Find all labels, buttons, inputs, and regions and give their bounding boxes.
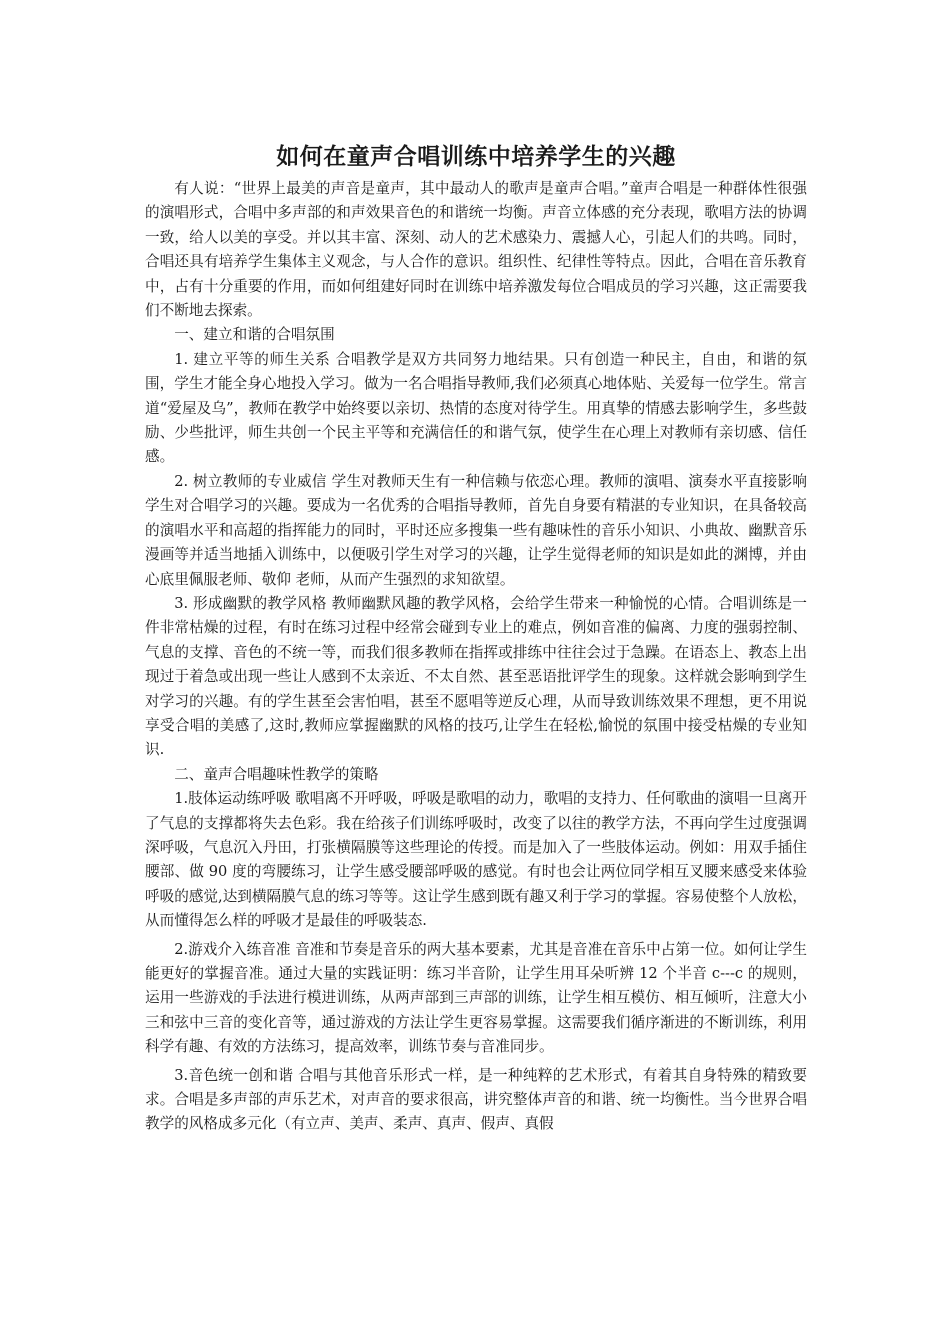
section2-paragraph-3: 3.音色统一创和谐 合唱与其他音乐形式一样，是一种纯粹的艺术形式，有着其自身特殊的精致要求。合唱是多声部的声乐艺术，对声音的要求很高，讲究整体声音的和谐、统一均衡性。当今世界合唱教学的风格成多元化（有立声、美声、柔声、真声、假声、真假 [145,1066,807,1133]
section2-paragraph-1: 1.肢体运动练呼吸 歌唱离不开呼吸，呼吸是歌唱的动力，歌唱的支持力、任何歌曲的演唱一旦离开了气息的支撑都将失去色彩。我在给孩子们训练呼吸时，改变了以往的教学方法，不再向学生过度强调深呼吸，气息沉入丹田，打张横隔膜等这些理论的传授。而是加入了一些肢体运动。例如：用双手插住腰部、做 90 度的弯腰练习，让学生感受腰部呼吸的感觉。有时也会让两位同学相互叉腰来感受来体验呼吸的感觉,达到横隔膜气息的练习等等。这让学生感到既有趣又利于学习的掌握。容易使整个人放松，从而懂得怎么样的呼吸才是最佳的呼吸装态. [145,790,807,930]
section-heading-2: 二、童声合唱趣味性教学的策略 [174,765,379,783]
document-page [145,130,807,1137]
section-heading-1: 一、建立和谐的合唱氛围 [174,326,335,344]
intro-paragraph: 有人说：“世界上最美的声音是童声，其中最动人的歌声是童声合唱。”童声合唱是一种群体性很强的演唱形式，合唱中多声部的和声效果音色的和谐统一均衡。声音立体感的充分表现，歌唱方法的协调一致，给人以美的享受。并以其丰富、深刻、动人的艺术感染力、震撼人心，引起人们的共鸣。同时，合唱还具有培养学生集体主义观念，与人合作的意识。组织性、纪律性等特点。因此，合唱在音乐教育中，占有十分重要的作用，而如何组建好同时在训练中培养激发每位合唱成员的学习兴趣，这正需要我们不断地去探索。 [145,180,807,320]
section1-paragraph-2: 2. 树立教师的专业威信 学生对教师天生有一种信赖与依恋心理。教师的演唱、演奏水平直接影响学生对合唱学习的兴趣。要成为一名优秀的合唱指导教师，首先自身要有精湛的专业知识，在具备较高的演唱水平和高超的指挥能力的同时，平时还应多搜集一些有趣味性的音乐小知识、小典故、幽默音乐漫画等并适当地插入训练中，以便吸引学生对学习的兴趣，让学生觉得老师的知识是如此的渊博，并由心底里佩服老师、敬仰 老师，从而产生强烈的求知欲望。 [145,472,807,588]
document-title: 如何在童声合唱训练中培养学生的兴趣 [276,144,676,170]
section2-paragraph-2: 2.游戏介入练音准 音准和节奏是音乐的两大基本要素，尤其是音准在音乐中占第一位。如何让学生能更好的掌握音准。通过大量的实践证明：练习半音阶，让学生用耳朵听辨 12 个半音 c---c 的规则，运用一些游戏的手法进行模进训练，从两声部到三声部的训练，让学生相互模仿、相互倾听，注意大小三和弦中三音的变化音等，通过游戏的方法让学生更容易掌握。这需要我们循序渐进的不断训练，利用科学有趣、有效的方法练习，提高效率，训练节奏与音准同步。 [145,940,807,1056]
section1-paragraph-3: 3. 形成幽默的教学风格 教师幽默风趣的教学风格，会给学生带来一种愉悦的心情。合唱训练是一件非常枯燥的过程，有时在练习过程中经常会碰到专业上的难点，例如音准的偏离、力度的强弱控制、气息的支撑、音色的不统一等，而我们很多教师在指挥或排练中往往会过于急躁。在语态上、教态上出现过于着急或出现一些让人感到不太亲近、不太自然、甚至恶语批评学生的现象。这样就会影响到学生对学习的兴趣。有的学生甚至会害怕唱，甚至不愿唱等逆反心理，从而导致训练效果不理想，更不用说享受合唱的美感了,这时,教师应掌握幽默的风格的技巧,让学生在轻松,愉悦的氛围中接受枯燥的专业知识. [145,594,807,759]
section1-paragraph-1: 1. 建立平等的师生关系 合唱教学是双方共同努力地结果。只有创造一种民主，自由，和谐的氛围，学生才能全身心地投入学习。做为一名合唱指导教师,我们必须真心地体贴、关爱每一位学生。常言道“爱屋及乌”，教师在教学中始终要以亲切、热情的态度对待学生。用真挚的情感去影响学生，多些鼓励、少些批评，师生共创一个民主平等和充满信任的和谐气氛，使学生在心理上对教师有亲切感、信任感。 [145,350,807,466]
